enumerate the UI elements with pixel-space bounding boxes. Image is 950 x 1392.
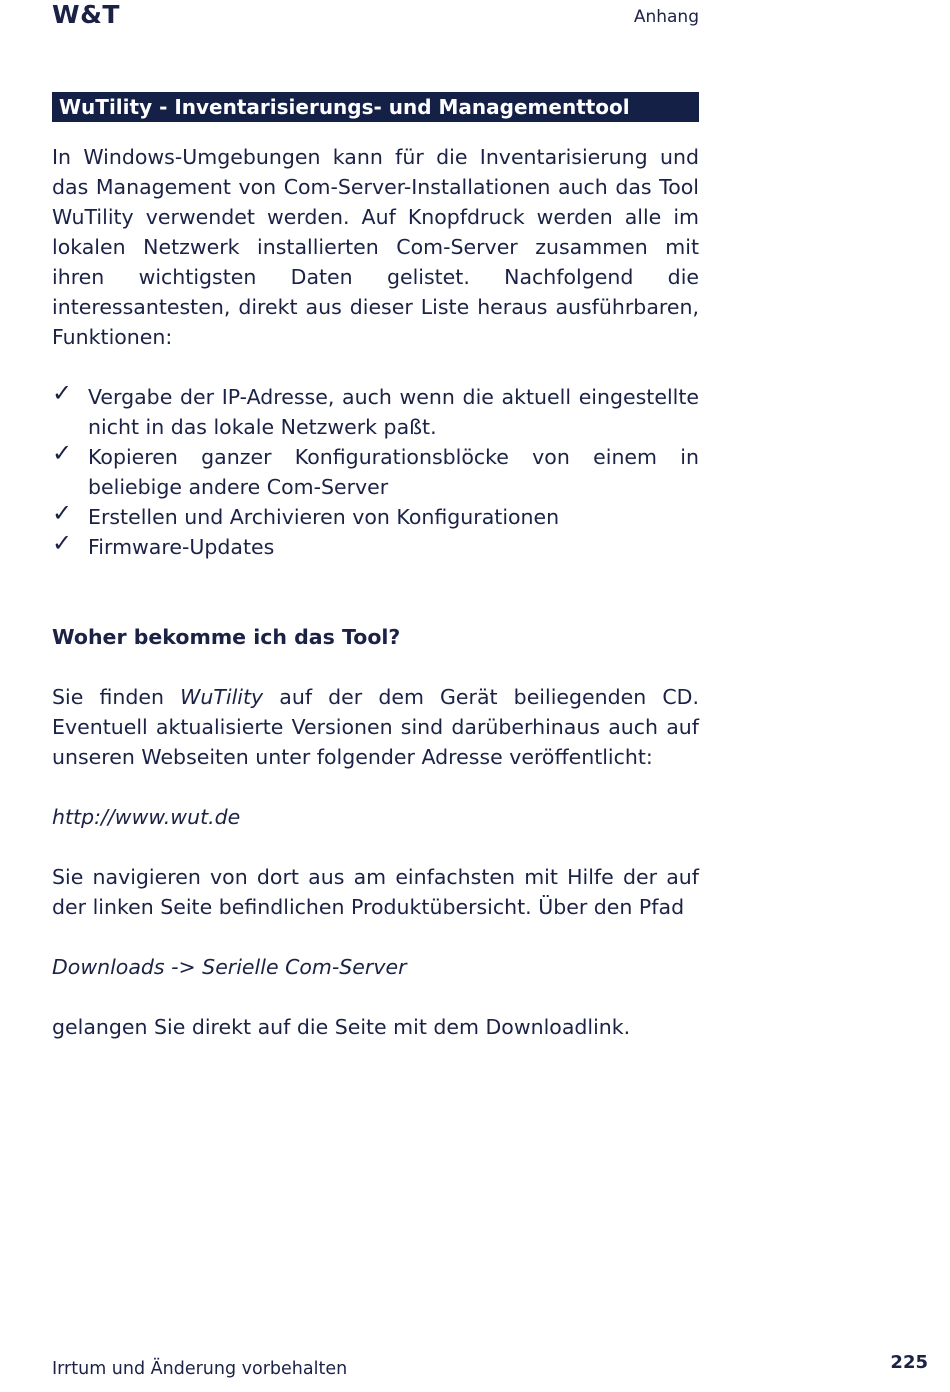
text-before: Sie finden [52,685,181,709]
section-label: Anhang [633,7,699,27]
navigation-paragraph: Sie navigieren von dort aus am einfachsten mit Hilfe der auf der linken Seite befindlichen Produktübersicht. Über den Pfad [52,865,699,919]
download-paragraph [52,682,699,772]
intro-paragraph: In Windows-Umgebungen kann für die Inventarisierung und das Management von Com-Server-Installationen auch das Tool WuTility verwendet werden. Auf Knopfdruck werden alle im lokalen Netzwerk installierten Com-Server zusammen mit ihren wichtigsten Daten gelistet. Nachfolgend die interessantesten, direkt aus dieser Liste heraus ausführbaren, Funktionen: [52,145,699,349]
list-item [52,379,699,442]
footer-note: Irrtum und Änderung vorbehalten [52,1359,348,1379]
checkmark-icon: ✓ [52,529,73,557]
list-item [52,439,699,502]
logo: W&T [52,0,120,29]
feature-text: Erstellen und Archivieren von Konfigurationen [88,505,560,529]
checkmark-icon: ✓ [52,379,73,407]
section-title: WuTility - Inventarisierungs- und Managementtool [52,92,699,122]
feature-text: Firmware-Updates [88,535,275,559]
website-url[interactable]: http://www.wut.de [52,805,241,829]
main-content [52,142,699,1042]
download-path: Downloads -> Serielle Com-Server [52,955,407,979]
closing-paragraph: gelangen Sie direkt auf die Seite mit dem Downloadlink. [52,1015,631,1039]
tool-name: WuTility [180,685,264,709]
page-number: 225 [890,1352,928,1373]
feature-list [52,379,699,562]
text-after: auf der dem Gerät beiliegenden CD. Eventuell aktualisierte Versionen sind darüberhinaus auch auf unseren Webseiten unter folgender Adresse veröffentlicht: [52,685,699,769]
list-item [52,529,699,562]
feature-text: Vergabe der IP-Adresse, auch wenn die aktuell eingestellte nicht in das lokale Netzwerk paßt. [88,385,699,439]
subheading: Woher bekomme ich das Tool? [52,625,401,649]
feature-text: Kopieren ganzer Konfigurationsblöcke von einem in beliebige andere Com-Server [88,445,699,499]
list-item [52,499,699,532]
checkmark-icon: ✓ [52,439,73,467]
checkmark-icon: ✓ [52,499,73,527]
